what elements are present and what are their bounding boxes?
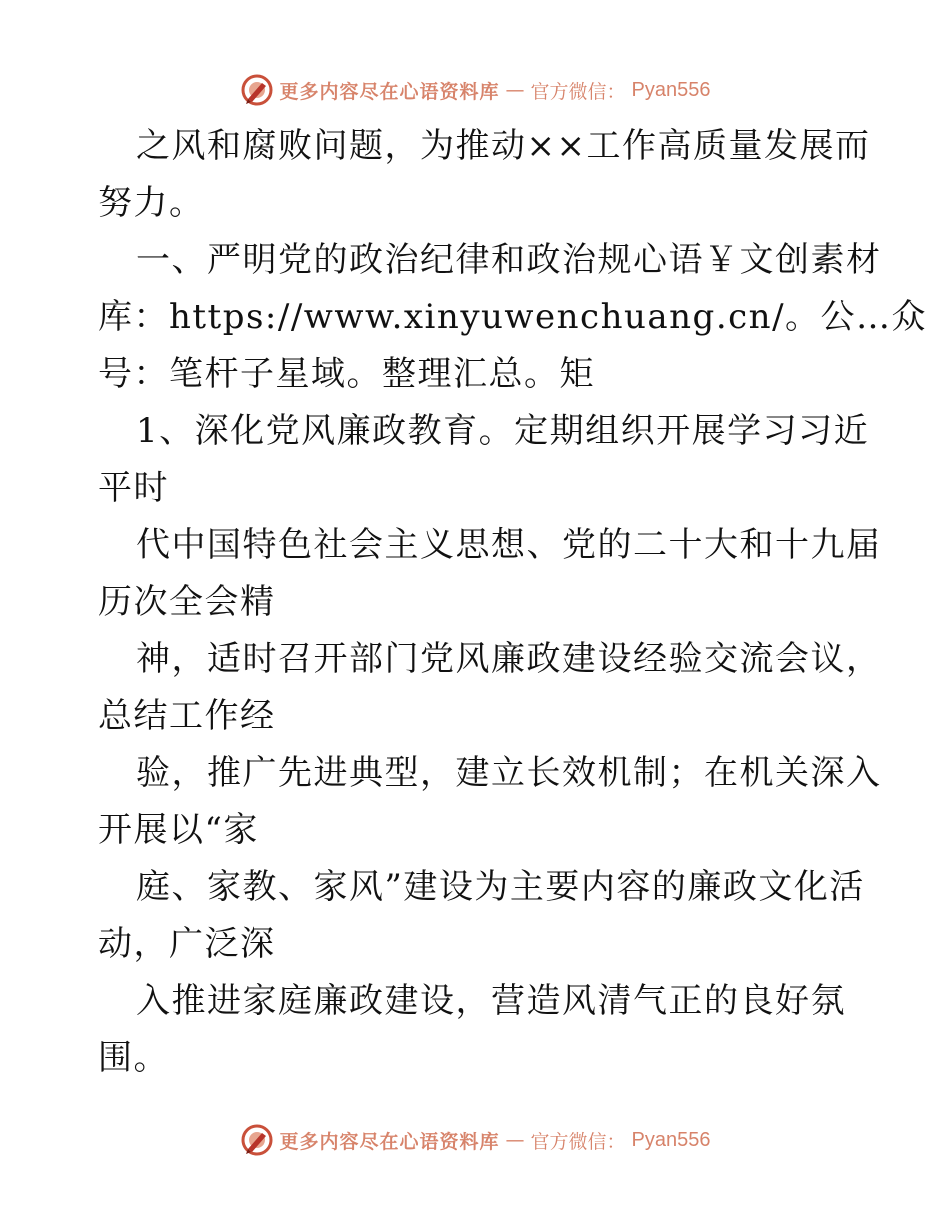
watermark-wechat-id: Pyan556 bbox=[631, 78, 711, 101]
watermark-wechat-id: Pyan556 bbox=[631, 1128, 711, 1151]
body-line: 围。 bbox=[98, 1038, 169, 1078]
body-line: 努力。 bbox=[98, 183, 205, 223]
body-line: 号：笔杆子星域。整理汇总。矩 bbox=[98, 354, 595, 394]
body-line: 代中国特色社会主义思想、党的二十大和十九届 bbox=[136, 525, 882, 565]
pen-logo-icon bbox=[240, 73, 274, 107]
pen-logo-icon bbox=[240, 1123, 274, 1157]
watermark-wechat-label: 官方微信： bbox=[530, 80, 626, 103]
body-line: 平时 bbox=[98, 468, 169, 508]
watermark-separator: — bbox=[505, 1129, 525, 1151]
body-line: 神，适时召开部门党风廉政建设经验交流会议， bbox=[136, 639, 882, 679]
body-line: 之风和腐败问题，为推动××工作高质量发展而 bbox=[136, 126, 871, 166]
footer-watermark bbox=[0, 1120, 950, 1160]
body-line: 开展以“家 bbox=[98, 810, 259, 850]
body-line: 验，推广先进典型，建立长效机制；在机关深入 bbox=[136, 753, 882, 793]
watermark-wechat-label: 官方微信： bbox=[530, 1130, 626, 1153]
watermark-brand-text: 更多内容尽在心语资料库 bbox=[279, 80, 500, 103]
header-watermark bbox=[0, 70, 950, 110]
body-line: 入推进家庭廉政建设，营造风清气正的良好氛 bbox=[136, 981, 846, 1021]
watermark-separator: — bbox=[505, 79, 525, 101]
body-line: 庭、家教、家风”建设为主要内容的廉政文化活 bbox=[136, 867, 865, 907]
section-heading-line: 一、严明党的政治纪律和政治规心语￥文创素材 bbox=[136, 240, 882, 280]
body-line: 动，广泛深 bbox=[98, 924, 276, 964]
body-line: 库：https://www.xinyuwenchuang.cn/。公…众 bbox=[98, 297, 928, 337]
document-body bbox=[98, 118, 928, 1087]
body-line: 总结工作经 bbox=[98, 696, 276, 736]
watermark-brand-text: 更多内容尽在心语资料库 bbox=[279, 1130, 500, 1153]
subsection-heading-line: 1、深化党风廉政教育。定期组织开展学习习近 bbox=[136, 411, 870, 451]
body-line: 历次全会精 bbox=[98, 582, 276, 622]
